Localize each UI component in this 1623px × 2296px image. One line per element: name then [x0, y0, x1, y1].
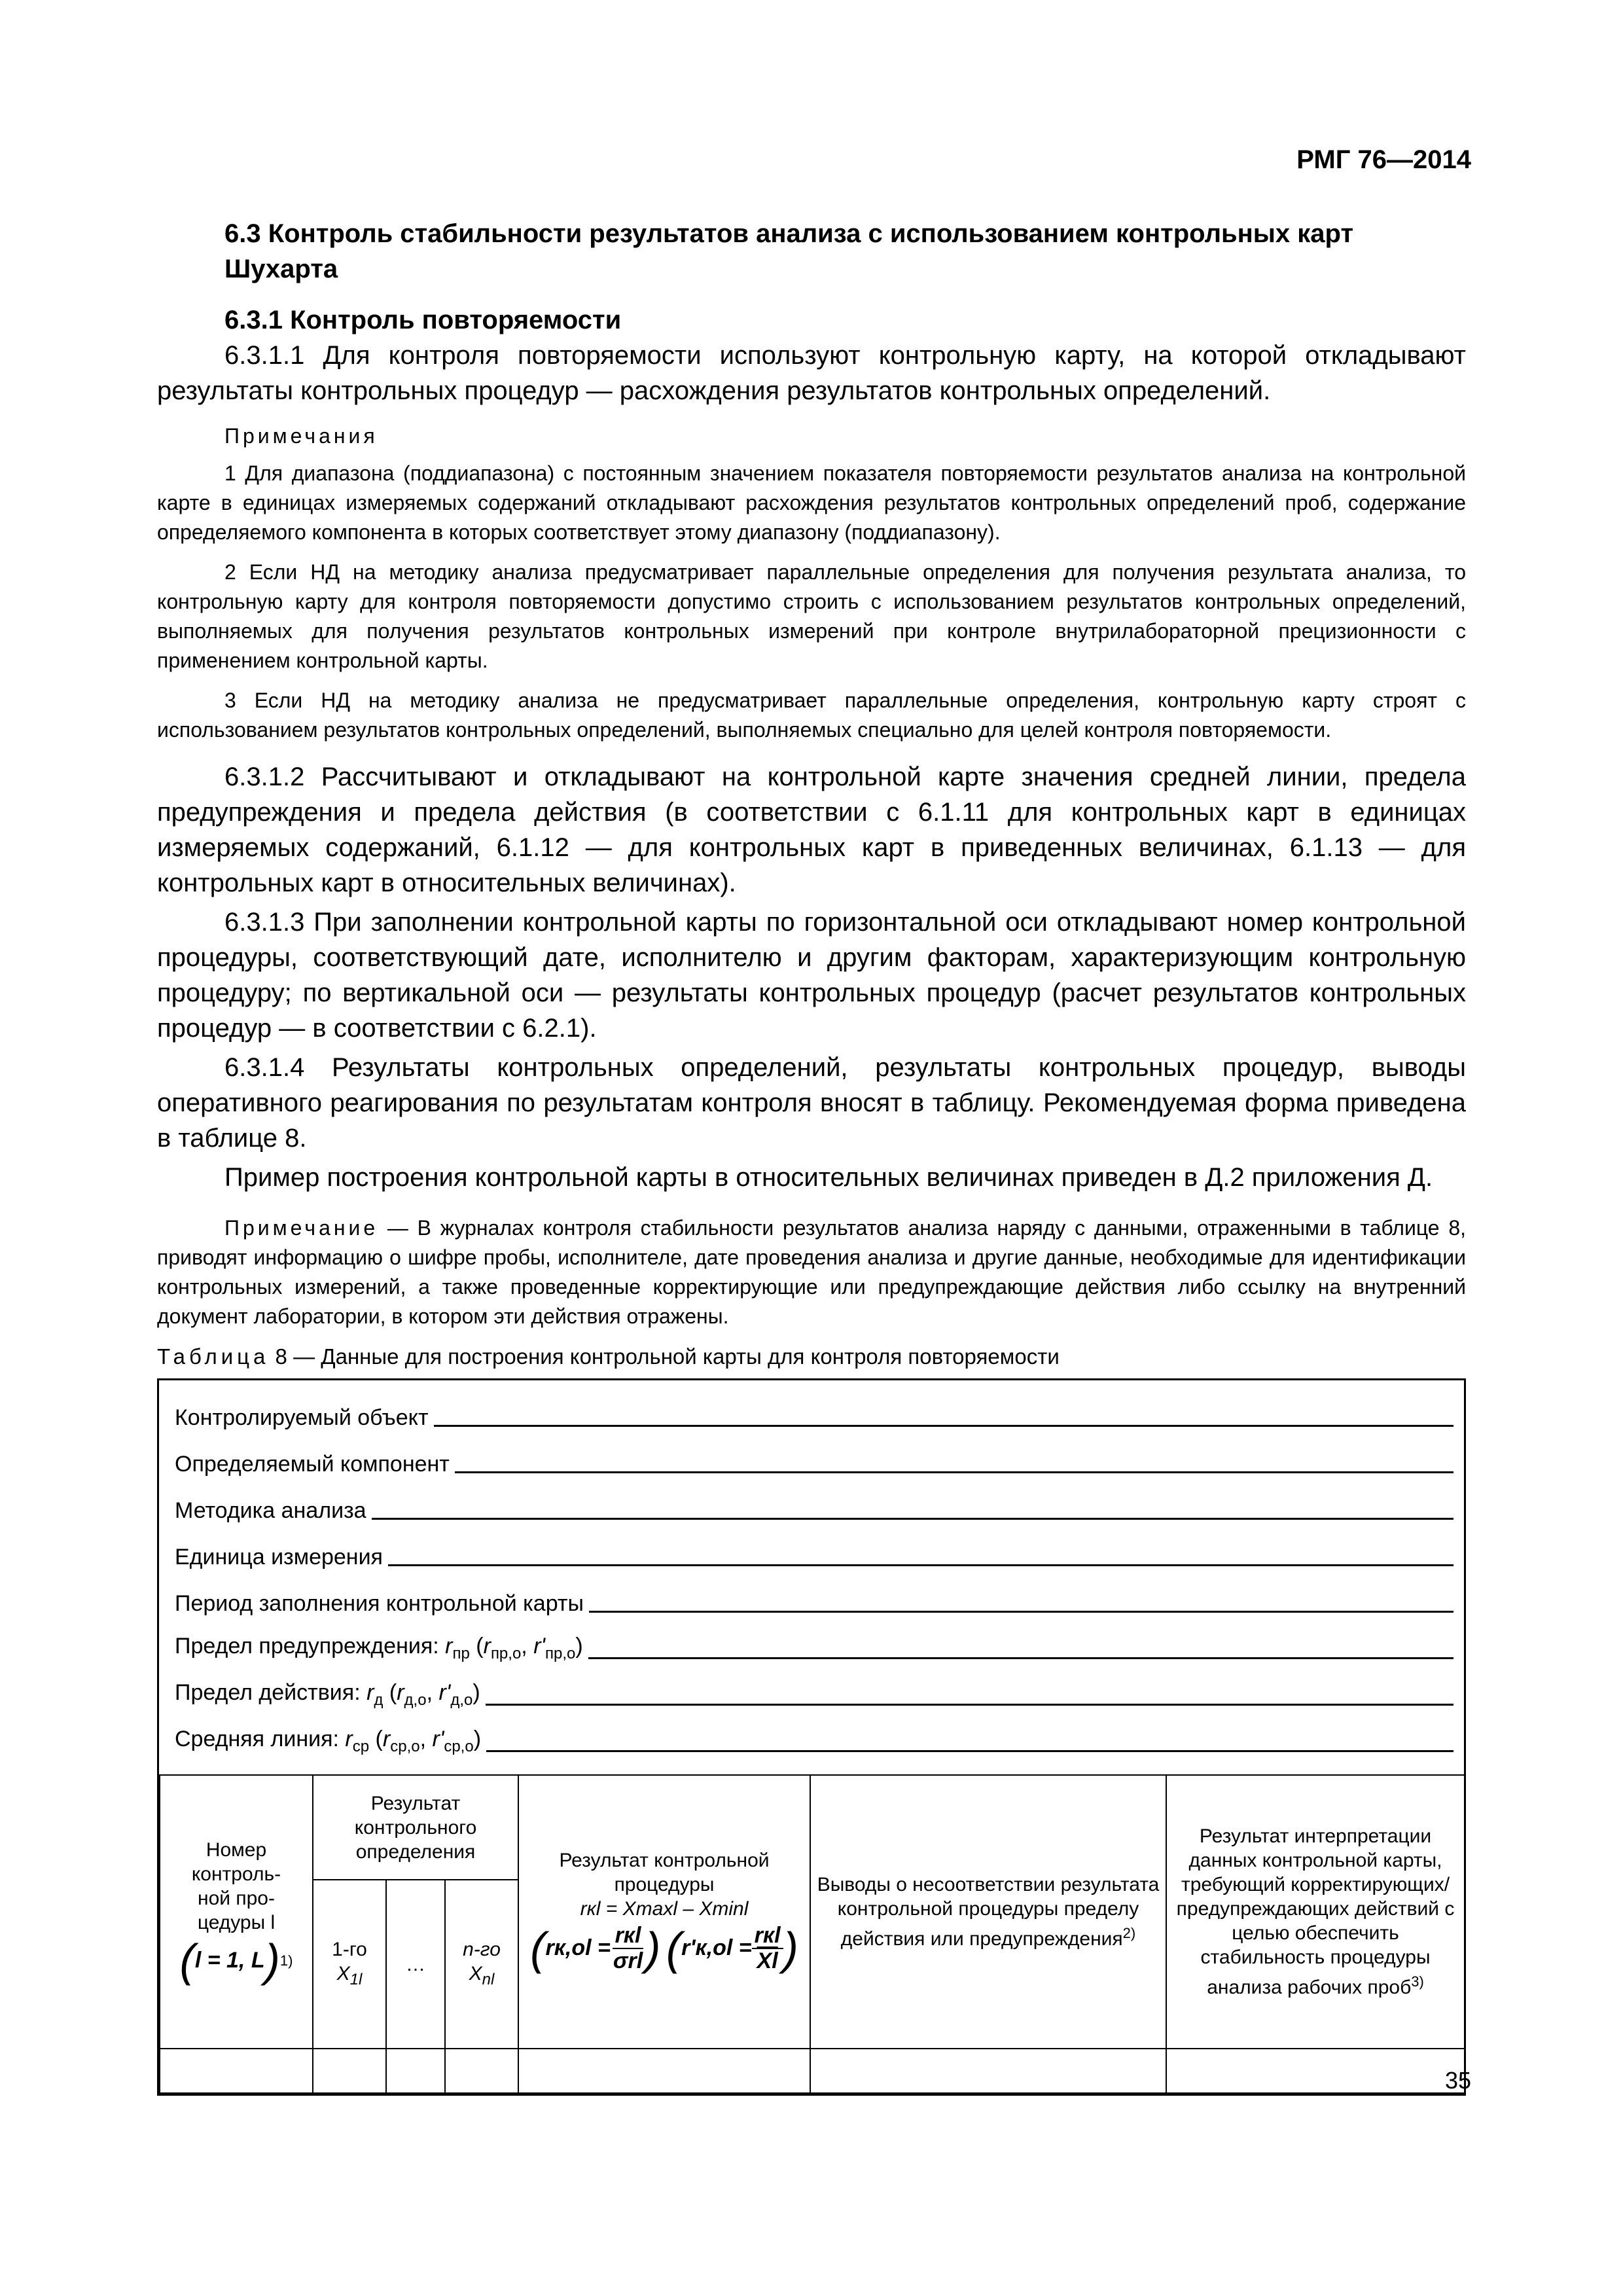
note-1: 1 Для диапазона (поддиапазона) с постоянным значением показателя повторяемости результатов анализа на контрольной карте в единицах измеряемых содержаний откладывают расхождения результатов контрольных определений проб, содержание определяемого компонента в которых соответствует этому диапазону (поддиапазону).	[157, 461, 1466, 544]
field-period-line[interactable]	[589, 1611, 1454, 1613]
field-center-line	[175, 1712, 1454, 1759]
field-action-limit	[175, 1666, 1454, 1712]
field-action-limit-line[interactable]	[486, 1704, 1454, 1706]
data-grid	[159, 1774, 1465, 2094]
table-header-fields	[159, 1380, 1464, 1774]
table-cell[interactable]	[313, 2049, 386, 2093]
table-cell[interactable]	[518, 2049, 810, 2093]
paragraph-6-3-1-4: 6.3.1.4 Результаты контрольных определений, результаты контрольных процедур, выводы оперативного реагирования по результатам контроля вносят в таблицу. Рекомендуемая форма приведена в таблице 8.	[157, 1053, 1466, 1153]
field-action-limit-label: Предел действия: $r_д$ ($r_{д,о}$, $r'_{д,о}$)	[175, 1680, 480, 1709]
field-method-line[interactable]	[372, 1518, 1454, 1520]
header-procedure-result: Результат контрольной процедуры rкl = Xmaxl – Xminl ( rк,оl = $\frac{\text{rкl}}{\text{σrl}}$ ) ( r'к,оl = $\frac{\text{rкl}}{Xl}$ )	[518, 1775, 810, 2049]
paragraph-6-3-1-3: 6.3.1.3 При заполнении контрольной карты по горизонтальной оси откладывают номер контрольной процедуры, соответствующий дате, исполнителю и другим факторам, характеризующим контрольную процедуру; по вертикальной оси — результаты контрольных процедур (расчет результатов контрольных процедур — в соответствии с 6.2.1).	[157, 908, 1466, 1043]
table-cell[interactable]	[386, 2049, 445, 2093]
inline-note-text: — В журналах контроля стабильности результатов анализа наряду с данными, отраженными в таблице 8, приводят информацию о шифре пробы, исполнителе, дате проведения анализа и другие данные, необходимые для идентификации контрольных измерений, а также проведенные корректирующие или предупреждающие действия либо ссылку на внутренний документ лаборатории, в котором эти действия отражены.	[157, 1216, 1466, 1328]
table-caption	[157, 1344, 1466, 1369]
field-unit-line[interactable]	[388, 1564, 1454, 1566]
paragraph-example: Пример построения контрольной карты в относительных величинах приведен в Д.2 приложения Д.	[224, 1163, 1433, 1192]
inline-note-label: Примечание	[224, 1216, 379, 1240]
paragraph-6-3-1-2: 6.3.1.2 Рассчитывают и откладывают на контрольной карте значения средней линии, предела предупреждения и предела действия (в соответствии с 6.1.11 для контрольных карт в единицах измеряемых содержаний, 6.1.12 — для контрольных карт в приведенных величинах, 6.1.13 — для контрольных карт в относительных величинах).	[157, 762, 1466, 897]
formula-rk-prime-o: ( r'к,оl = $\frac{\text{rкl}}{Xl}$ )	[666, 1922, 798, 1974]
field-center-line-label: Средняя линия: $r_{ср}$ ($r_{ср,о}$, $r'_{ср,о}$)	[175, 1727, 482, 1755]
field-period	[175, 1573, 1454, 1619]
table-cell[interactable]	[160, 2049, 313, 2093]
header-nth-determination: n-го $X_{nl}$	[445, 1880, 518, 2049]
formula-rk-o: ( rк,оl = $\frac{\text{rкl}}{\text{σrl}}$ )	[530, 1922, 661, 1974]
page-content	[157, 216, 1466, 2096]
field-warning-limit	[175, 1619, 1454, 1666]
field-center-line-line[interactable]	[486, 1750, 1454, 1752]
header-determination-result: Результат контрольного определения	[313, 1775, 518, 1880]
section-title: 6.3 Контроль стабильности результатов анализа с использованием контрольных карт Шухарта	[224, 219, 1354, 283]
field-object-line[interactable]	[434, 1425, 1454, 1427]
field-unit-label: Единица измерения	[175, 1545, 383, 1570]
table-caption-text: 8 — Данные для построения контрольной карты для контроля повторяемости	[269, 1344, 1060, 1369]
field-method-label: Методика анализа	[175, 1498, 366, 1523]
header-conclusions: Выводы о несоответствии результата контрольной процедуры пределу действия или предупреждения$^{2)}$	[810, 1775, 1166, 2049]
note-2: 2 Если НД на методику анализа предусматривает параллельные определения для получения результата анализа, то контрольную карту для контроля повторяемости допустимо строить с использованием результатов контрольных определений, выполняемых для получения результатов контрольных измерений при контроле внутрилабораторной прецизионности с применением контрольной карты.	[157, 560, 1466, 672]
table-8	[157, 1378, 1466, 2096]
document-id: РМГ 76—2014	[1296, 145, 1471, 174]
table-row	[160, 2049, 1465, 2093]
field-component-line[interactable]	[455, 1471, 1454, 1473]
header-ellipsis: …	[386, 1880, 445, 2049]
page-number: 35	[1444, 2067, 1471, 2094]
field-warning-limit-line[interactable]	[588, 1657, 1454, 1659]
field-component	[175, 1433, 1454, 1480]
procedure-range-formula: ( l = 1, L ) 1)	[179, 1935, 293, 1986]
field-period-label: Период заполнения контрольной карты	[175, 1591, 584, 1616]
paragraph-6-3-1-1: 6.3.1.1 Для контроля повторяемости используют контрольную карту, на которой откладывают результаты контрольных процедур — расхождения результатов контрольных определений.	[157, 341, 1466, 405]
header-procedure-number: Номер контроль- ной про- цедуры l ( l = 1, L ) 1)	[160, 1775, 313, 2049]
field-warning-limit-label: Предел предупреждения: $r_{пр}$ ($r_{пр,о}$, $r'_{пр,о}$)	[175, 1634, 583, 1662]
header-first-determination: 1-го $X_{1l}$	[313, 1880, 386, 2049]
table-cell[interactable]	[445, 2049, 518, 2093]
field-object-label: Контролируемый объект	[175, 1405, 429, 1430]
subsection-title: 6.3.1 Контроль повторяемости	[224, 306, 622, 334]
header-interpretation: Результат интерпретации данных контрольной карты, требующий корректирующих/предупреждающих действий с целью обеспечить стабильность процедуры анализа рабочих проб$^{3)}$	[1166, 1775, 1465, 2049]
table-cell[interactable]	[1166, 2049, 1465, 2093]
note-3: 3 Если НД на методику анализа не предусматривает параллельные определения, контрольную карту строят с использованием результатов контрольных определений, выполняемых специально для целей контроля повторяемости.	[157, 689, 1466, 742]
field-component-label: Определяемый компонент	[175, 1452, 450, 1477]
field-object	[175, 1387, 1454, 1433]
table-caption-label: Таблица	[157, 1344, 270, 1369]
field-method	[175, 1480, 1454, 1526]
inline-note	[157, 1213, 1466, 1331]
notes-title: Примечания	[224, 424, 378, 448]
field-unit	[175, 1526, 1454, 1573]
table-cell[interactable]	[810, 2049, 1166, 2093]
